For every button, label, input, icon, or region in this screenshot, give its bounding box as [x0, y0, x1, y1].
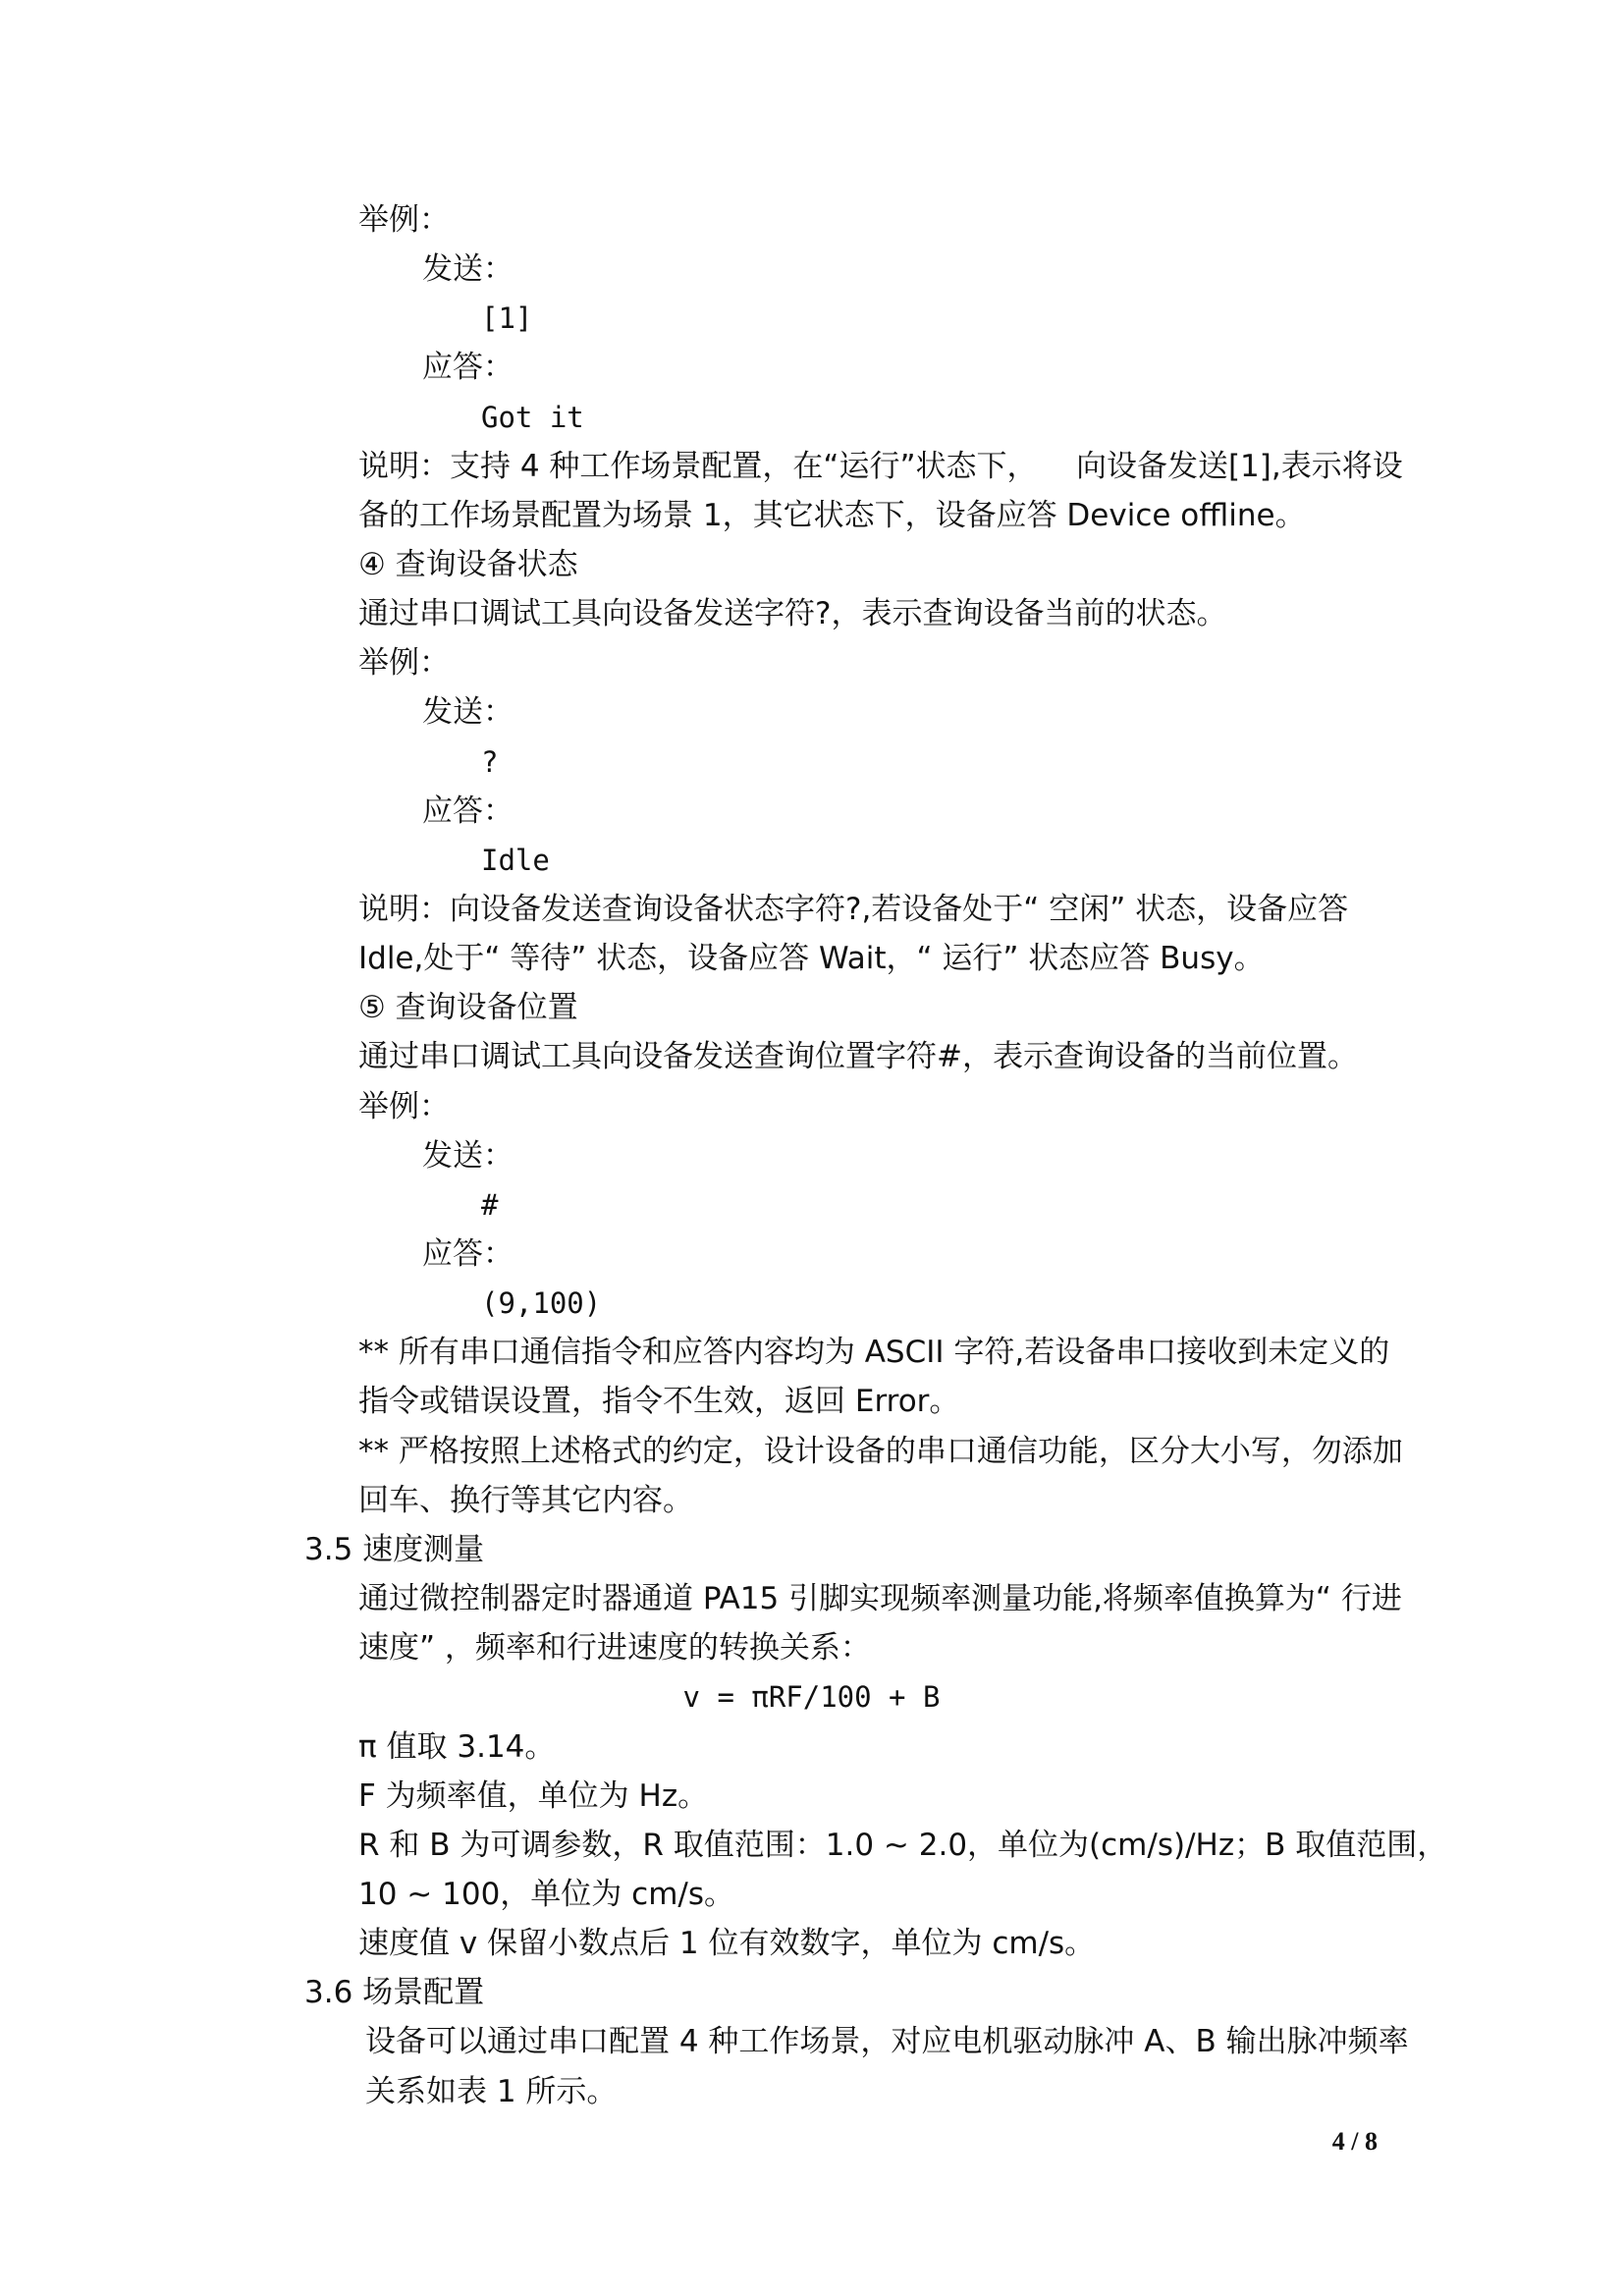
reply-code: (9,100)	[481, 1286, 602, 1320]
example-label: 举例：	[358, 202, 450, 238]
paragraph: R 和 B 为可调参数，R 取值范围：1.0 ~ 2.0，单位为(cm/s)/Hz；B 取值范围，	[358, 1828, 1448, 1863]
send-label: 发送：	[422, 251, 514, 287]
send-code: [1]	[481, 301, 533, 335]
example-label: 举例：	[358, 645, 450, 681]
paragraph: 通过串口调试工具向设备发送字符?，表示查询设备当前的状态。	[358, 596, 1227, 631]
paragraph: F 为频率值，单位为 Hz。	[358, 1778, 709, 1814]
send-code: ?	[481, 745, 499, 779]
section-heading: 3.6 场景配置	[304, 1975, 485, 2010]
note-text: Idle,处于“ 等待” 状态，设备应答 Wait，“ 运行” 状态应答 Busy。	[358, 941, 1265, 976]
section-heading: 3.5 速度测量	[304, 1532, 485, 1567]
send-code: #	[481, 1188, 499, 1222]
paragraph: π 值取 3.14。	[358, 1729, 556, 1765]
reply-label: 应答：	[422, 793, 514, 829]
note-text: 指令或错误设置，指令不生效，返回 Error。	[358, 1384, 960, 1419]
paragraph: 设备可以通过串口配置 4 种工作场景，对应电机驱动脉冲 A、B 输出脉冲频率	[365, 2024, 1409, 2059]
reply-label: 应答：	[422, 1236, 514, 1272]
note-text: ** 所有串口通信指令和应答内容均为 ASCII 字符,若设备串口接收到未定义的	[358, 1335, 1390, 1370]
paragraph: 通过微控制器定时器通道 PA15 引脚实现频率测量功能,将频率值换算为“ 行进	[358, 1581, 1402, 1616]
note-text: ** 严格按照上述格式的约定，设计设备的串口通信功能，区分大小写，勿添加	[358, 1434, 1403, 1469]
reply-code: Idle	[481, 844, 550, 877]
subsection-heading: ④ 查询设备状态	[358, 547, 578, 582]
note-text: 回车、换行等其它内容。	[358, 1483, 693, 1518]
paragraph: 速度值 v 保留小数点后 1 位有效数字，单位为 cm/s。	[358, 1926, 1096, 1961]
note-text: 备的工作场景配置为场景 1，其它状态下，设备应答 Device offline。	[358, 498, 1306, 533]
paragraph: 通过串口调试工具向设备发送查询位置字符#，表示查询设备的当前位置。	[358, 1039, 1358, 1074]
paragraph: 速度” ，频率和行进速度的转换关系：	[358, 1630, 871, 1666]
subsection-heading: ⑤ 查询设备位置	[358, 990, 578, 1025]
page-number: 4 / 8	[1331, 2127, 1378, 2156]
note-text: 说明：支持 4 种工作场景配置，在“运行”状态下， 向设备发送[1],表示将设	[358, 449, 1403, 484]
send-label: 发送：	[422, 1138, 514, 1174]
formula: v = πRF/100 + B	[682, 1680, 941, 1714]
reply-code: Got it	[481, 401, 584, 434]
reply-label: 应答：	[422, 350, 514, 385]
paragraph: 10 ~ 100，单位为 cm/s。	[358, 1877, 734, 1912]
paragraph: 关系如表 1 所示。	[365, 2074, 618, 2109]
send-label: 发送：	[422, 694, 514, 730]
example-label: 举例：	[358, 1089, 450, 1124]
note-text: 说明：向设备发送查询设备状态字符?,若设备处于“ 空闲” 状态，设备应答	[358, 892, 1349, 927]
